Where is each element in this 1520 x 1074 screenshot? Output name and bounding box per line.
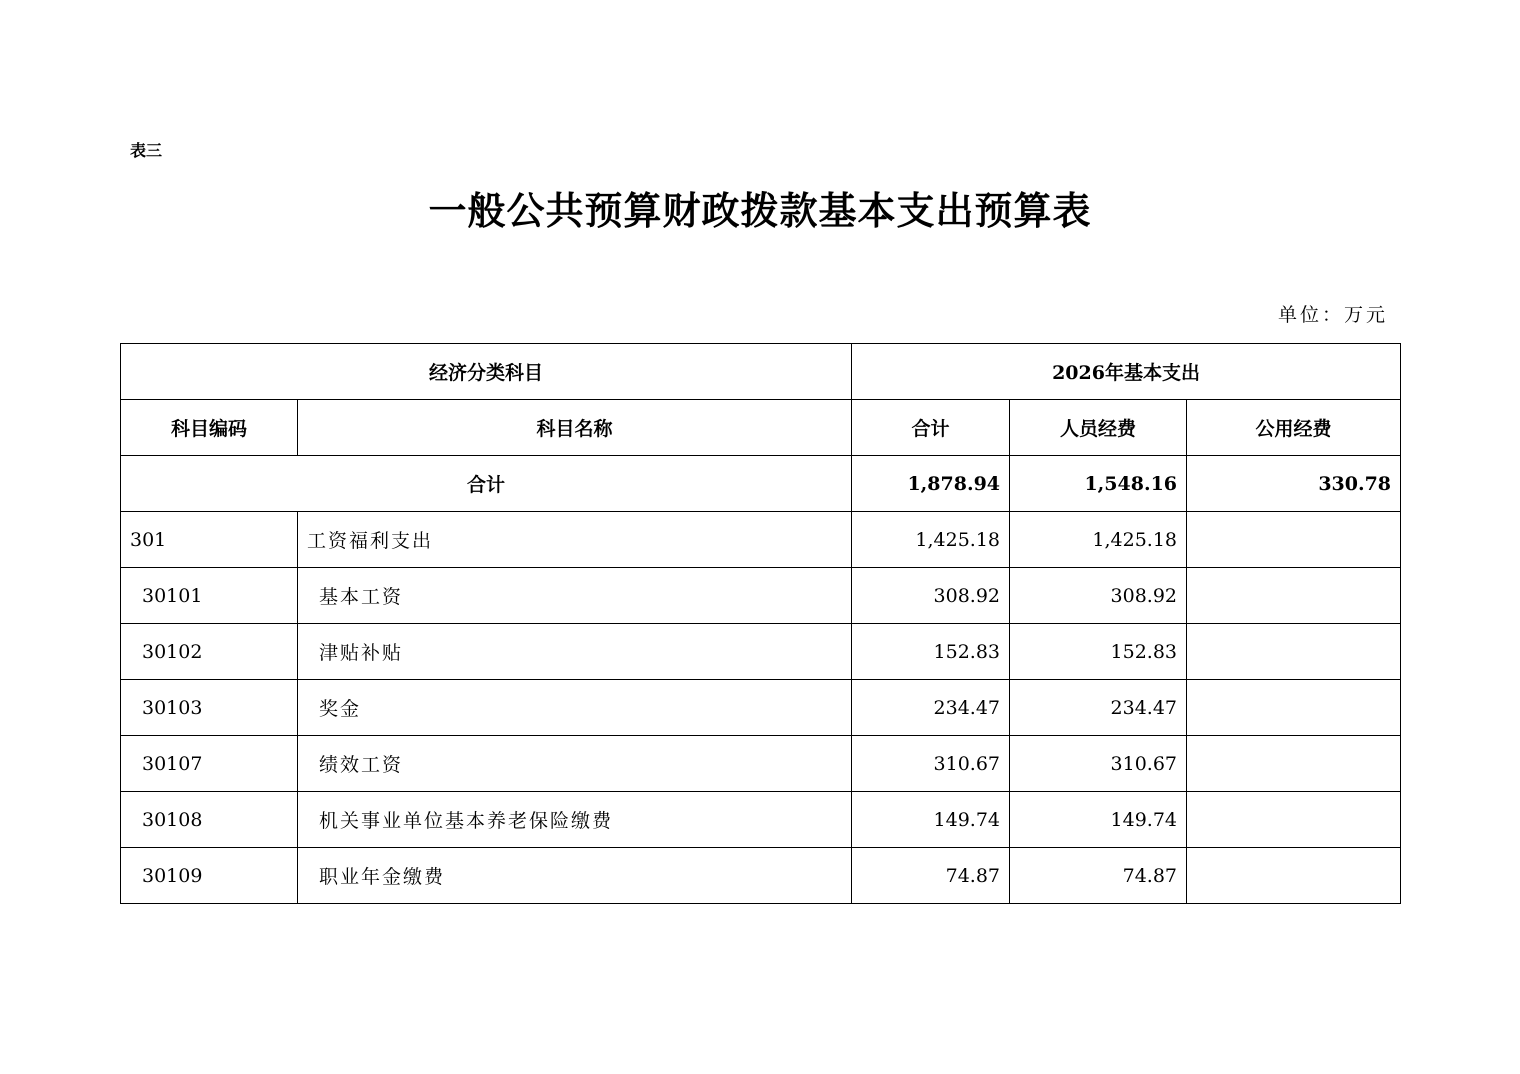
row-personnel: 149.74 [1010, 792, 1187, 848]
row-total: 310.67 [852, 736, 1010, 792]
row-public [1187, 680, 1401, 736]
total-total: 1,878.94 [852, 456, 1010, 512]
header-name: 科目名称 [298, 400, 852, 456]
row-personnel: 152.83 [1010, 624, 1187, 680]
row-total: 149.74 [852, 792, 1010, 848]
row-code: 30102 [121, 624, 298, 680]
row-personnel: 74.87 [1010, 848, 1187, 904]
row-public [1187, 792, 1401, 848]
header-personnel: 人员经费 [1010, 400, 1187, 456]
row-public [1187, 848, 1401, 904]
row-total: 308.92 [852, 568, 1010, 624]
row-code: 30101 [121, 568, 298, 624]
row-code: 301 [121, 512, 298, 568]
total-public: 330.78 [1187, 456, 1401, 512]
table-row [121, 624, 1401, 680]
row-name: 津贴补贴 [298, 624, 852, 680]
table-row [121, 512, 1401, 568]
table-row [121, 736, 1401, 792]
row-public [1187, 568, 1401, 624]
row-total: 1,425.18 [852, 512, 1010, 568]
row-code: 30103 [121, 680, 298, 736]
row-code: 30108 [121, 792, 298, 848]
group-header-row [121, 344, 1401, 400]
row-total: 74.87 [852, 848, 1010, 904]
table-label: 表三 [130, 141, 163, 160]
page-title: 一般公共预算财政拨款基本支出预算表 [428, 188, 1092, 233]
table-row [121, 792, 1401, 848]
row-name: 职业年金缴费 [298, 848, 852, 904]
unit-label: 单位：万元 [1277, 304, 1388, 326]
total-row [121, 456, 1401, 512]
total-personnel: 1,548.16 [1010, 456, 1187, 512]
row-code: 30109 [121, 848, 298, 904]
total-label: 合计 [121, 456, 852, 512]
row-personnel: 234.47 [1010, 680, 1187, 736]
table-row [121, 568, 1401, 624]
row-public [1187, 624, 1401, 680]
row-name: 机关事业单位基本养老保险缴费 [298, 792, 852, 848]
row-name: 绩效工资 [298, 736, 852, 792]
row-personnel: 310.67 [1010, 736, 1187, 792]
header-category: 经济分类科目 [121, 344, 852, 400]
header-total: 合计 [852, 400, 1010, 456]
row-personnel: 308.92 [1010, 568, 1187, 624]
row-name: 工资福利支出 [298, 512, 852, 568]
column-header-row [121, 400, 1401, 456]
row-personnel: 1,425.18 [1010, 512, 1187, 568]
table-row [121, 848, 1401, 904]
row-name: 奖金 [298, 680, 852, 736]
row-name: 基本工资 [298, 568, 852, 624]
row-total: 152.83 [852, 624, 1010, 680]
row-total: 234.47 [852, 680, 1010, 736]
table-row [121, 680, 1401, 736]
row-code: 30107 [121, 736, 298, 792]
header-public: 公用经费 [1187, 400, 1401, 456]
budget-table [120, 343, 1401, 904]
header-year-expense: 2026年基本支出 [852, 344, 1401, 400]
row-public [1187, 736, 1401, 792]
header-code: 科目编码 [121, 400, 298, 456]
row-public [1187, 512, 1401, 568]
